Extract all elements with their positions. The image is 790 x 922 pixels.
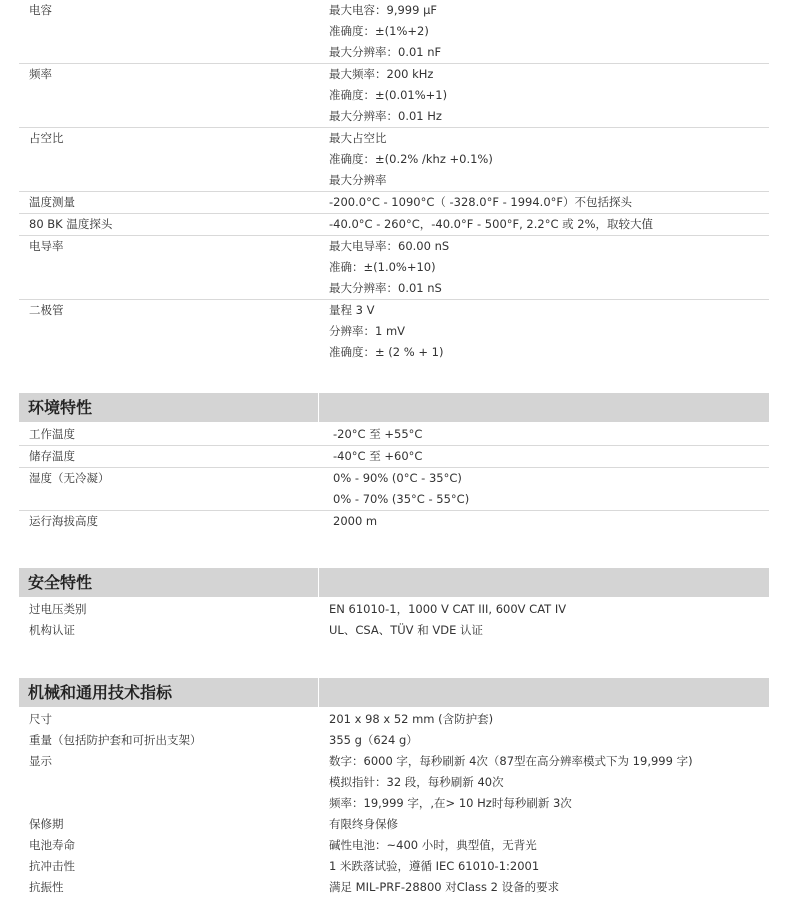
row-label: 尺寸 <box>29 712 52 726</box>
row-value: 量程 3 V <box>329 303 375 317</box>
row-value: 准确度：± (2 % + 1) <box>329 345 444 359</box>
row-label: 电导率 <box>29 239 64 253</box>
row-label: 温度测量 <box>29 195 75 209</box>
row-value: 最大分辨率：0.01 nS <box>329 281 442 295</box>
table-row <box>19 64 769 128</box>
row-label: 二极管 <box>29 303 64 317</box>
row-value: 模拟指针：32 段，每秒刷新 40次 <box>329 775 504 789</box>
row-label: 重量（包括防护套和可折出支架） <box>29 733 202 747</box>
table-row <box>19 300 769 363</box>
table-row <box>19 814 769 835</box>
row-value: 数字：6000 字，每秒刷新 4次（87型在高分辨率模式下为 19,999 字) <box>329 754 693 768</box>
table-row <box>19 424 769 446</box>
row-value: 0% - 90% (0°C - 35°C) <box>333 471 462 485</box>
row-value: 准确度：±(1%+2) <box>329 24 429 38</box>
row-label: 保修期 <box>29 817 64 831</box>
row-value: 有限终身保修 <box>329 817 398 831</box>
row-value: 355 g（624 g） <box>329 733 418 747</box>
row-value: 最大占空比 <box>329 131 387 145</box>
table-row <box>19 446 769 468</box>
row-value: -40°C 至 +60°C <box>333 449 423 463</box>
row-label: 电容 <box>29 3 52 17</box>
table-row <box>19 730 769 751</box>
table-row <box>19 877 769 898</box>
row-label: 抗振性 <box>29 880 64 894</box>
row-label: 抗冲击性 <box>29 859 75 873</box>
table-row <box>19 236 769 300</box>
table-row <box>19 192 769 214</box>
row-value: 准确：±(1.0%+10) <box>329 260 436 274</box>
table-row <box>19 0 769 64</box>
row-value: 最大电容：9,999 µF <box>329 3 438 17</box>
section-title: 安全特性 <box>19 568 319 597</box>
table-row <box>19 709 769 730</box>
row-value: 2000 m <box>333 514 378 528</box>
mechanical-section-header <box>19 678 769 707</box>
row-label: 工作温度 <box>29 427 75 441</box>
row-value: 满足 MIL-PRF-28800 对Class 2 设备的要求 <box>329 880 560 894</box>
row-value: 碱性电池：~400 小时，典型值，无背光 <box>329 838 537 852</box>
row-value: 最大分辨率 <box>329 173 387 187</box>
row-label: 电池寿命 <box>29 838 75 852</box>
row-value: 最大分辨率：0.01 nF <box>329 45 442 59</box>
row-value: 最大分辨率：0.01 Hz <box>329 109 442 123</box>
measurement-spec-table <box>19 0 769 363</box>
row-value: 最大电导率：60.00 nS <box>329 239 450 253</box>
row-label: 80 BK 温度探头 <box>29 217 113 231</box>
row-label: 显示 <box>29 754 52 768</box>
row-value: 1 米跌落试验，遵循 IEC 61010-1:2001 <box>329 859 540 873</box>
table-row <box>19 835 769 856</box>
row-value: 最大频率：200 kHz <box>329 67 434 81</box>
row-label: 过电压类别 <box>29 602 87 616</box>
table-row <box>19 511 769 532</box>
row-value: 频率：19,999 字，,在> 10 Hz时每秒刷新 3次 <box>329 796 572 810</box>
section-title: 环境特性 <box>19 393 319 422</box>
row-value: -20°C 至 +55°C <box>333 427 423 441</box>
row-label: 占空比 <box>29 131 64 145</box>
safety-section-header <box>19 568 769 597</box>
row-value: 分辨率：1 mV <box>329 324 406 338</box>
table-row <box>19 751 769 814</box>
row-label: 湿度（无冷凝） <box>29 471 110 485</box>
table-row <box>19 856 769 877</box>
table-row <box>19 599 769 620</box>
environment-section-header <box>19 393 769 422</box>
row-label: 频率 <box>29 67 52 81</box>
row-value: 准确度：±(0.01%+1) <box>329 88 448 102</box>
row-value: -40.0°C - 260°C，-40.0°F - 500°F, 2.2°C 或 2%，取较大值 <box>329 217 654 231</box>
row-value: UL、CSA、TÜV 和 VDE 认证 <box>329 623 483 637</box>
table-row <box>19 214 769 236</box>
row-value: EN 61010-1，1000 V CAT III, 600V CAT IV <box>329 602 567 616</box>
row-value: 准确度：±(0.2% /khz +0.1%) <box>329 152 493 166</box>
environment-spec-table <box>19 424 769 532</box>
row-label: 运行海拔高度 <box>29 514 98 528</box>
row-label: 机构认证 <box>29 623 75 637</box>
row-value: -200.0°C - 1090°C（ -328.0°F - 1994.0°F）不包括探头 <box>329 195 633 209</box>
table-row <box>19 128 769 192</box>
section-title: 机械和通用技术指标 <box>19 678 319 707</box>
row-value: 0% - 70% (35°C - 55°C) <box>333 492 470 506</box>
row-label: 储存温度 <box>29 449 75 463</box>
mechanical-spec-table <box>19 709 769 898</box>
row-value: 201 x 98 x 52 mm (含防护套) <box>329 712 494 726</box>
safety-spec-table <box>19 599 769 641</box>
table-row <box>19 468 769 511</box>
table-row <box>19 620 769 641</box>
